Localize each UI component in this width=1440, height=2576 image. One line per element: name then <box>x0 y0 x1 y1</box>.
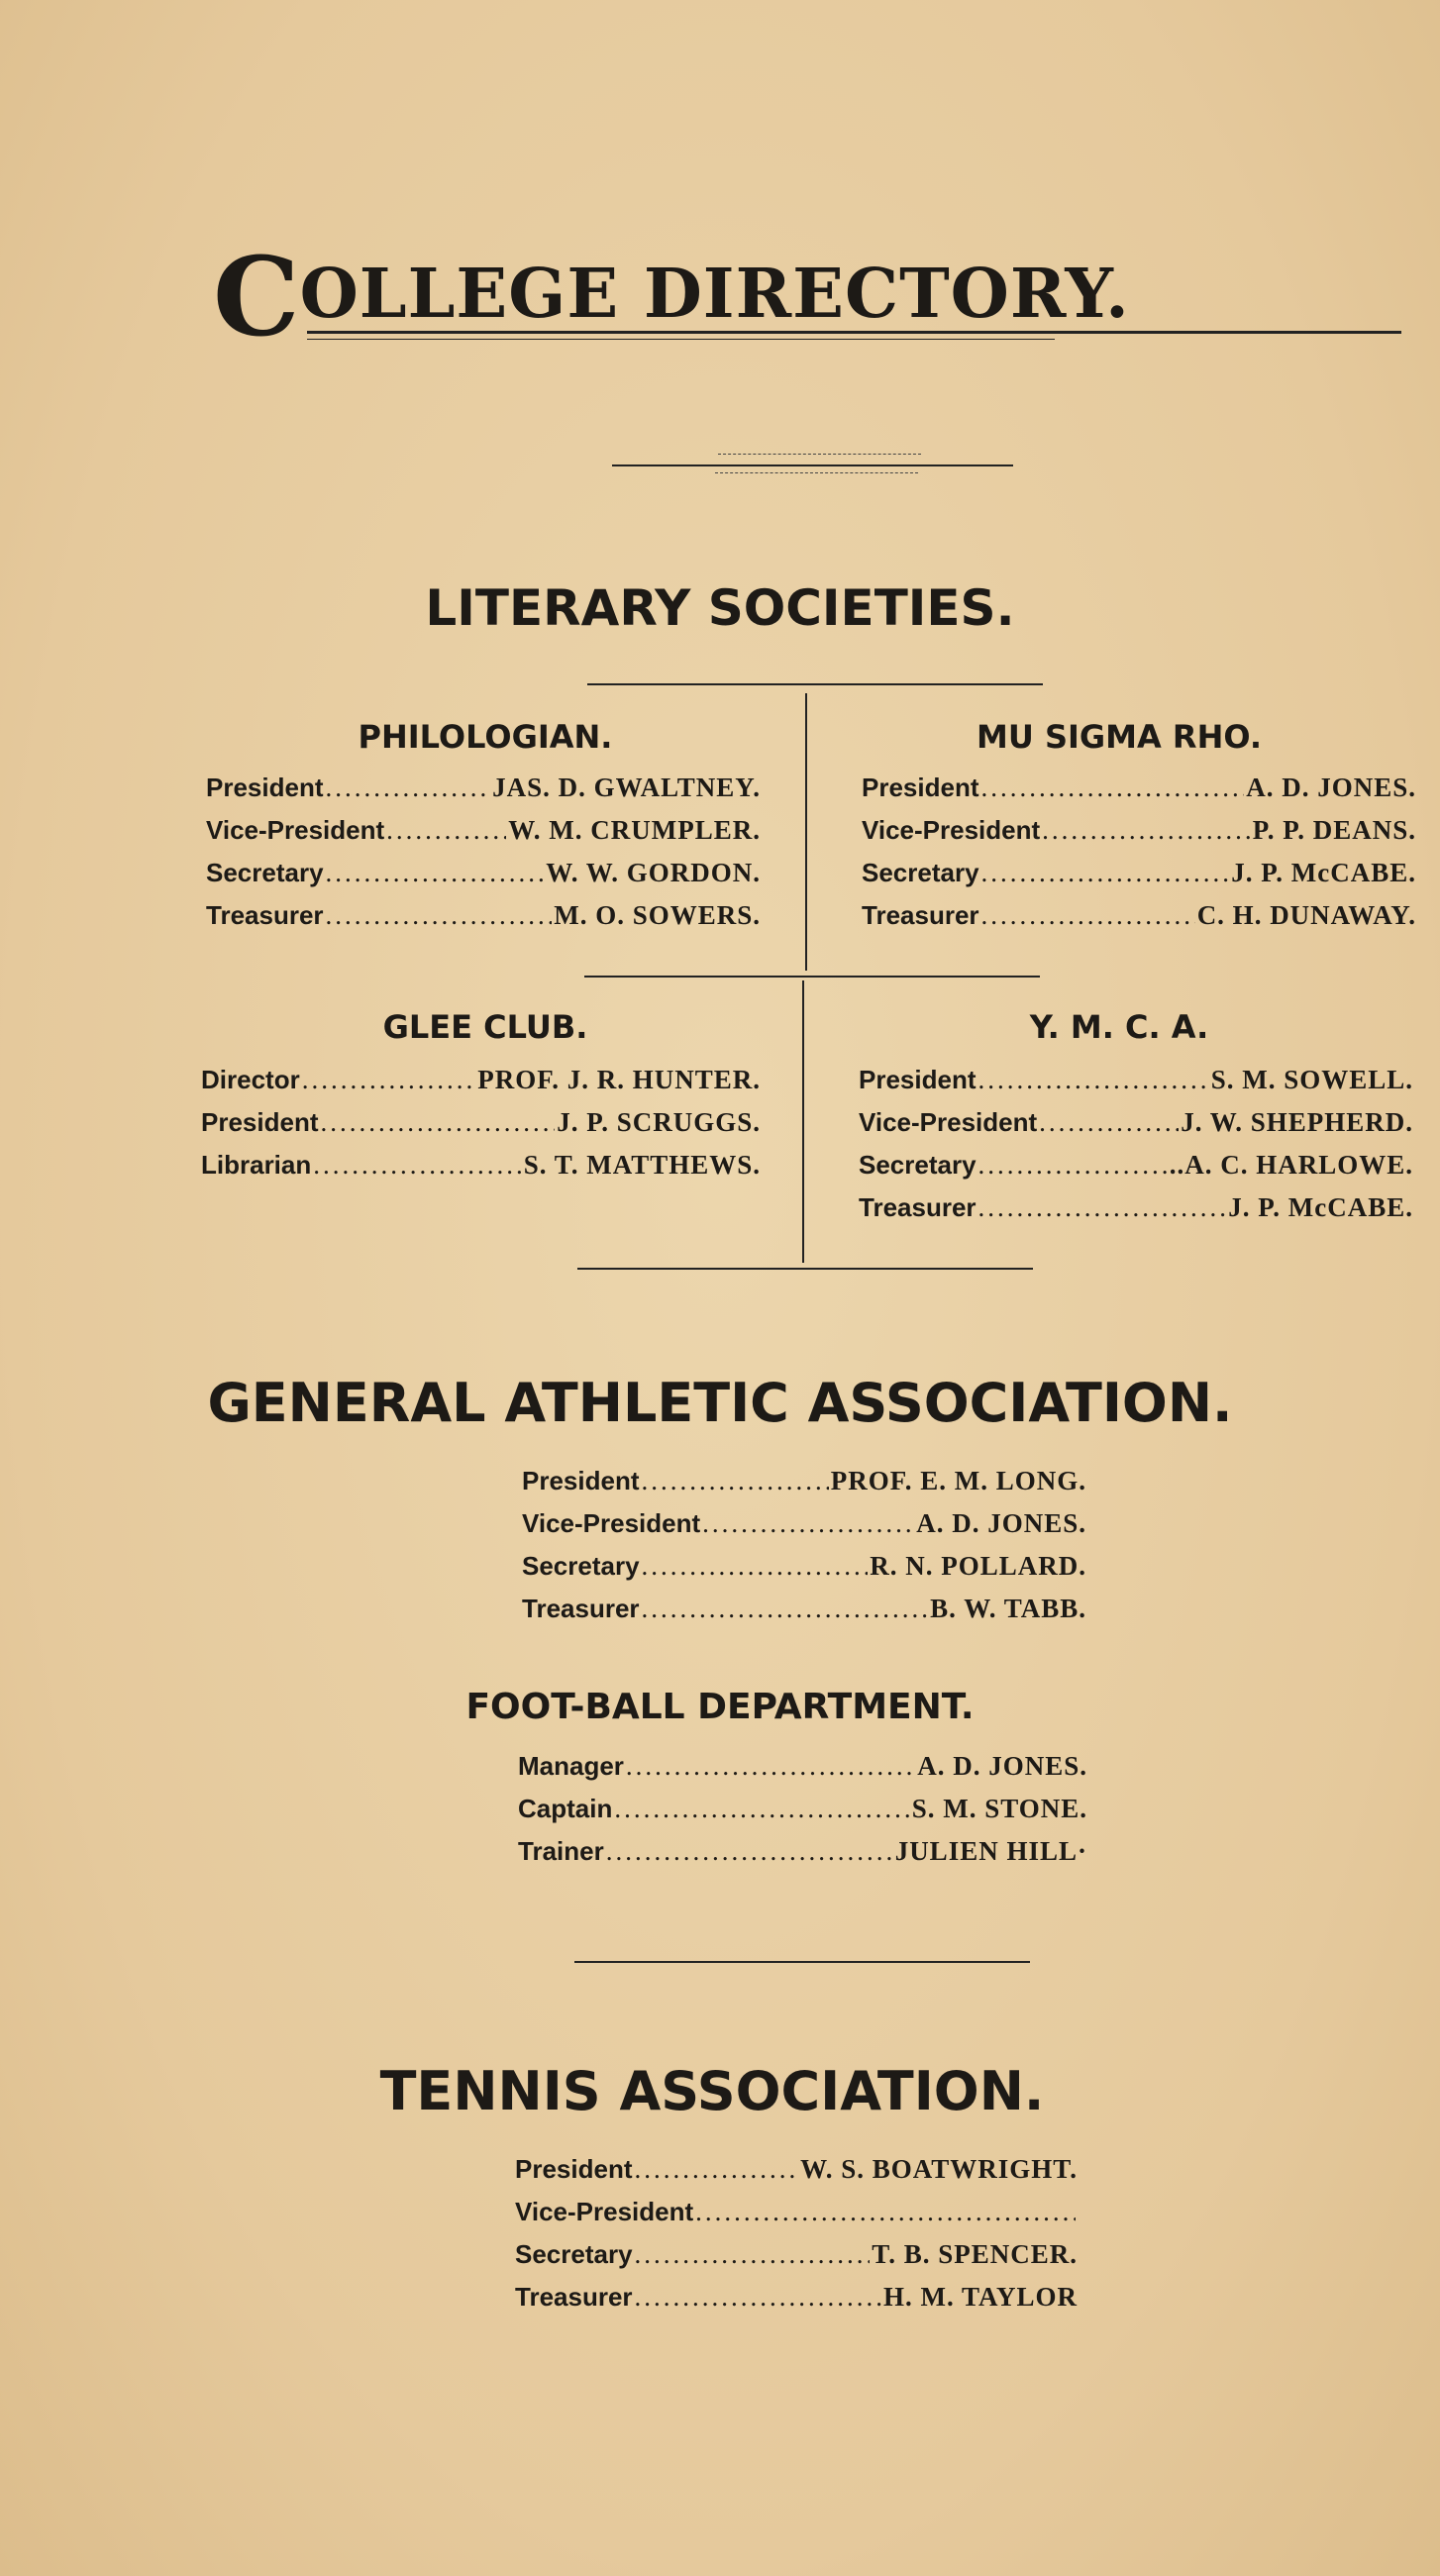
officer-row <box>201 1065 761 1107</box>
officer-row <box>515 2282 1078 2324</box>
football-officers <box>518 1751 1087 1879</box>
tennis-association-heading: TENNIS ASSOCIATION. <box>379 2060 1045 2122</box>
officer-name: J. P. SCRUGGS. <box>557 1107 761 1137</box>
ymca-heading: Y. M. C. A. <box>1029 1008 1209 1046</box>
officer-role: President <box>522 1466 640 1495</box>
row-divider <box>584 976 1040 978</box>
officer-role: Vice-President <box>862 815 1041 845</box>
officer-name: J. W. SHEPHERD. <box>1181 1107 1413 1137</box>
section-rule <box>577 1268 1033 1270</box>
section-rule <box>574 1961 1030 1963</box>
officer-name: A. D. JONES. <box>917 1751 1087 1781</box>
officer-row <box>522 1508 1086 1551</box>
officer-row <box>522 1466 1086 1508</box>
officer-role: Treasurer <box>515 2282 633 2312</box>
officer-name: JAS. D. GWALTNEY. <box>492 773 761 802</box>
officer-row <box>201 1150 761 1192</box>
officer-name: S. T. MATTHEWS. <box>523 1150 761 1180</box>
title-rule-thin <box>307 339 1055 340</box>
officer-name: A. D. JONES. <box>916 1508 1086 1538</box>
officer-role: Secretary <box>206 858 324 887</box>
glee-club-officers <box>201 1065 761 1192</box>
officer-row <box>859 1192 1413 1235</box>
officer-row <box>206 773 761 815</box>
title-initial: C <box>213 233 300 361</box>
officer-row <box>518 1751 1087 1794</box>
title-rule <box>307 331 1401 334</box>
section-rule <box>587 683 1043 685</box>
mu-sigma-rho-officers <box>862 773 1416 943</box>
officer-name: W. S. BOATWRIGHT. <box>800 2154 1078 2184</box>
column-divider <box>802 980 804 1263</box>
officer-role: Treasurer <box>522 1594 640 1623</box>
officer-name: W. M. CRUMPLER. <box>508 815 761 845</box>
officer-role: President <box>515 2154 633 2184</box>
officer-role: President <box>859 1065 977 1094</box>
officer-name: A. D. JONES. <box>1246 773 1416 802</box>
officer-name: ..A. C. HARLOWE. <box>1169 1150 1413 1180</box>
tennis-officers <box>515 2154 1078 2324</box>
officer-role: Director <box>201 1065 300 1094</box>
officer-row <box>859 1065 1413 1107</box>
column-divider <box>805 693 807 971</box>
officer-name: P. P. DEANS. <box>1252 815 1416 845</box>
athletic-officers <box>522 1466 1086 1636</box>
ornament-dash <box>715 472 918 473</box>
ymca-officers <box>859 1065 1413 1235</box>
officer-row <box>515 2154 1078 2197</box>
officer-row <box>206 858 761 900</box>
officer-row <box>206 900 761 943</box>
officer-row <box>522 1551 1086 1594</box>
officer-role: Secretary <box>859 1150 977 1180</box>
officer-name: W. W. GORDON. <box>546 858 761 887</box>
officer-name: H. M. TAYLOR <box>882 2282 1078 2312</box>
officer-role: Vice-President <box>515 2197 694 2226</box>
officer-role: President <box>201 1107 319 1137</box>
officer-row <box>515 2197 1078 2239</box>
officer-row <box>859 1150 1413 1192</box>
officer-role: Treasurer <box>859 1192 977 1222</box>
officer-name: S. M. STONE. <box>911 1794 1087 1823</box>
athletic-association-heading: GENERAL ATHLETIC ASSOCIATION. <box>207 1372 1233 1434</box>
officer-name: S. M. SOWELL. <box>1210 1065 1413 1094</box>
officer-name: R. N. POLLARD. <box>870 1551 1086 1581</box>
officer-name: C. H. DUNAWAY. <box>1196 900 1416 930</box>
officer-row <box>201 1107 761 1150</box>
officer-role: Captain <box>518 1794 613 1823</box>
officer-role: Secretary <box>862 858 979 887</box>
officer-name: PROF. E. M. LONG. <box>830 1466 1086 1495</box>
officer-role: Manager <box>518 1751 624 1781</box>
officer-name: B. W. TABB. <box>930 1594 1086 1623</box>
glee-club-heading: GLEE CLUB. <box>382 1008 588 1046</box>
officer-role: Secretary <box>522 1551 640 1581</box>
philologian-officers <box>206 773 761 943</box>
football-department-heading: FOOT-BALL DEPARTMENT. <box>465 1687 975 1727</box>
officer-row <box>522 1594 1086 1636</box>
officer-name: M. O. SOWERS. <box>554 900 761 930</box>
page-title <box>213 233 1130 361</box>
officer-name: J. P. McCABE. <box>1228 1192 1413 1222</box>
officer-role: Librarian <box>201 1150 312 1180</box>
officer-row <box>518 1836 1087 1879</box>
ornament-rule <box>612 464 1013 466</box>
mu-sigma-rho-heading: MU SIGMA RHO. <box>976 718 1262 756</box>
officer-role: Vice-President <box>522 1508 701 1538</box>
officer-name: T. B. SPENCER. <box>872 2239 1078 2269</box>
officer-row <box>862 773 1416 815</box>
officer-role: Vice-President <box>859 1107 1038 1137</box>
officer-name: PROF. J. R. HUNTER. <box>477 1065 761 1094</box>
title-text: OLLEGE DIRECTORY. <box>299 255 1130 334</box>
officer-role: Treasurer <box>862 900 979 930</box>
officer-name: JULIEN HILL· <box>894 1836 1087 1866</box>
officer-row <box>518 1794 1087 1836</box>
officer-row <box>862 900 1416 943</box>
literary-societies-heading: LITERARY SOCIETIES. <box>425 579 1015 637</box>
officer-row <box>206 815 761 858</box>
officer-role: Treasurer <box>206 900 324 930</box>
officer-row <box>859 1107 1413 1150</box>
officer-row <box>862 815 1416 858</box>
ornament-dash <box>718 454 921 455</box>
officer-row <box>515 2239 1078 2282</box>
officer-name: J. P. McCABE. <box>1231 858 1416 887</box>
officer-role: President <box>206 773 324 802</box>
philologian-heading: PHILOLOGIAN. <box>358 718 613 756</box>
officer-role: Trainer <box>518 1836 604 1866</box>
officer-role: President <box>862 773 979 802</box>
officer-row <box>862 858 1416 900</box>
officer-role: Secretary <box>515 2239 633 2269</box>
officer-role: Vice-President <box>206 815 385 845</box>
